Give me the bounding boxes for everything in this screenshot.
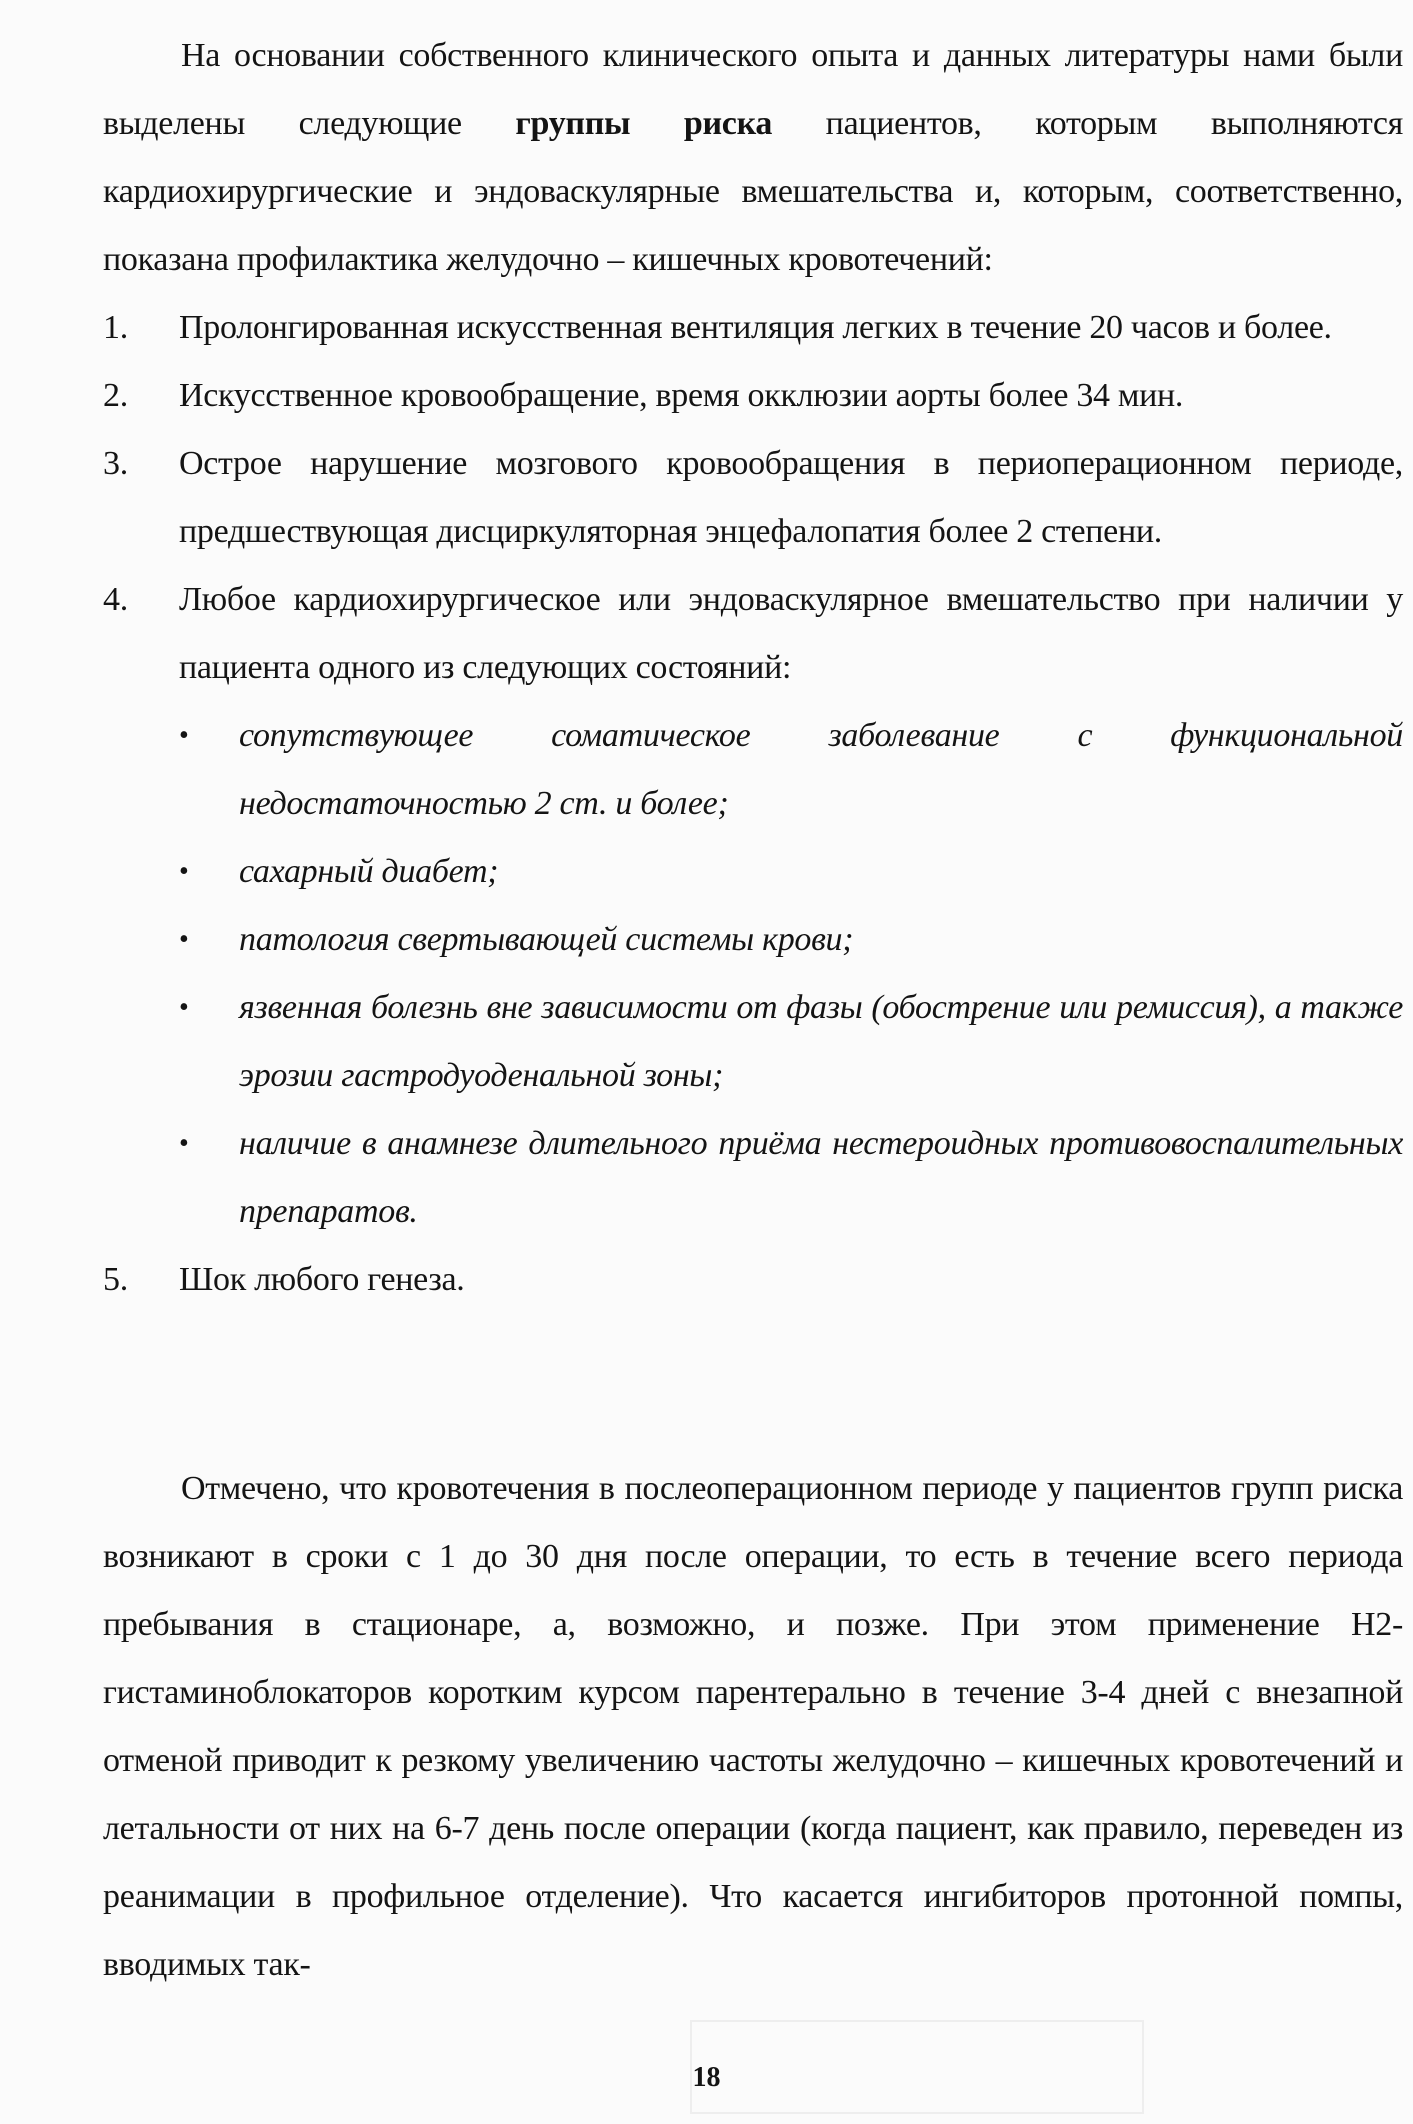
item-number: 5.	[103, 1261, 128, 1298]
item-text: Шок любого генеза.	[179, 1261, 465, 1298]
risk-group-item	[103, 1246, 1403, 1314]
intro-text-after: пациентов, которым выполняются кардиохирургические и эндоваскулярные вмешательства и, которым, соответственно, показана профилактика желудочно – кишечных кровотечений:	[103, 105, 1403, 278]
bullet-icon: •	[179, 992, 189, 1023]
condition-item	[179, 702, 1403, 838]
intro-paragraph	[103, 22, 1403, 294]
risk-group-item	[103, 430, 1403, 566]
closing-paragraph: Отмечено, что кровотечения в послеоперационном периоде у пациентов групп риска возникают в сроки с 1 до 30 дня после операции, то есть в течение всего периода пребывания в стационаре, а, возможно, и позже. При этом применение Н2-гистаминоблокаторов коротким курсом парентерально в течение 3-4 дней с внезапной отменой приводит к резкому увеличению частоты желудочно – кишечных кровотечений и летальности от них на 6-7 день после операции (когда пациент, как правило, переведен из реанимации в профильное отделение). Что касается ингибиторов протонной помпы, вводимых так-	[103, 1470, 1403, 1983]
bullet-icon: •	[179, 924, 189, 955]
bullet-icon: •	[179, 720, 189, 751]
condition-item	[179, 974, 1403, 1110]
condition-item	[179, 838, 1403, 906]
risk-groups-list	[103, 294, 1403, 1314]
bullet-icon: •	[179, 856, 189, 887]
condition-text: сопутствующее соматическое заболевание с функциональной недостаточностью 2 ст. и более;	[239, 717, 1403, 822]
item-number: 2.	[103, 377, 128, 414]
condition-text: язвенная болезнь вне зависимости от фазы (обострение или ремиссия), а также эрозии гастродуоденальной зоны;	[239, 989, 1403, 1094]
condition-text: наличие в анамнезе длительного приёма нестероидных противовоспалительных препаратов.	[239, 1125, 1403, 1230]
item-number: 4.	[103, 581, 128, 618]
closing-section	[103, 1455, 1403, 1999]
item-text: Искусственное кровообращение, время окклюзии аорты более 34 мин.	[179, 377, 1184, 414]
risk-group-item	[103, 362, 1403, 430]
item-number: 3.	[103, 445, 128, 482]
item-text: Пролонгированная искусственная вентиляция легких в течение 20 часов и более.	[179, 309, 1332, 346]
risk-groups-term: группы риска	[515, 105, 773, 142]
condition-item	[179, 1110, 1403, 1246]
item-number: 1.	[103, 309, 128, 346]
condition-item	[179, 906, 1403, 974]
condition-text: сахарный диабет;	[239, 853, 499, 890]
intro-text-before: На основании собственного клинического опыта и данных литературы нами были выделены следующие	[103, 37, 1403, 142]
item-text: Острое нарушение мозгового кровообращения в периоперационном периоде, предшествующая дисциркуляторная энцефалопатия более 2 степени.	[179, 445, 1403, 550]
condition-text: патология свертывающей системы крови;	[239, 921, 854, 958]
risk-group-item	[103, 294, 1403, 362]
risk-groups-section	[103, 22, 1403, 1314]
page-number: 18	[692, 2062, 721, 2093]
conditions-list	[179, 702, 1403, 1246]
risk-group-item	[103, 566, 1403, 1246]
item-text: Любое кардиохирургическое или эндоваскулярное вмешательство при наличии у пациента одного из следующих состояний:	[179, 581, 1403, 686]
bullet-icon: •	[179, 1128, 189, 1159]
